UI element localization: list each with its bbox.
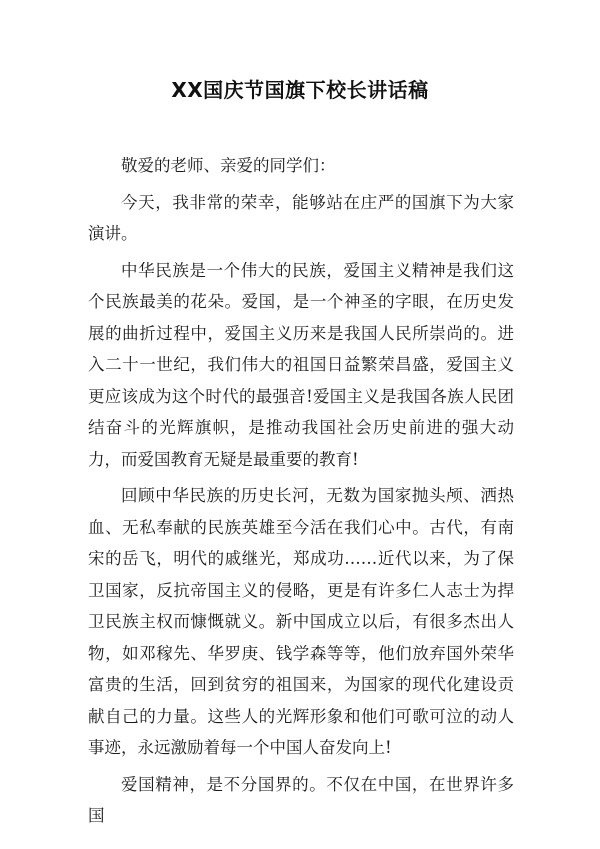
greeting-paragraph: 敬爱的老师、亲爱的同学们： [121,156,336,175]
paragraph-history: 回顾中华民族的历史长河，无数为国家抛头颅、洒热血、无私奉献的民族英雄至今活在我们心中。古代，有南宋的岳飞，明代的戚继光，郑成功……近代以来，为了保卫国家，反抗帝国主义的侵略，更是有许多仁人志士为捍卫民族主权而慷慨就义。新中国成立以后，有很多杰出人物，如邓稼先、华罗庚、钱学森等等，他们放弃国外荣华富贵的生活，回到贫穷的祖国来，为国家的现代化建设贡献自己的力量。这些人的光辉形象和他们可歌可泣的动人事迹，永远激励着每一个中国人奋发向上! [88,486,514,757]
document-title: XX国庆节国旗下校长讲话稿 [171,78,429,102]
paragraph-nation: 中华民族是一个伟大的民族，爱国主义精神是我们这个民族最美的花朵。爱国，是一个神圣的字眼，在历史发展的曲折过程中，爱国主义历来是我国人民所崇尚的。进入二十一世纪，我们伟大的祖国日益繁荣昌盛，爱国主义更应该成为这个时代的最强音!爱国主义是我国各族人民团结奋斗的光辉旗帜，是推动我国社会历史前进的强大动力，而爱国教育无疑是最重要的教育! [88,260,514,469]
document-body [88,150,514,832]
paragraph-intro: 今天，我非常的荣幸，能够站在庄严的国旗下为大家演讲。 [88,192,514,243]
paragraph-world: 爱国精神，是不分国界的。不仅在中国，在世界许多国 [88,774,514,825]
